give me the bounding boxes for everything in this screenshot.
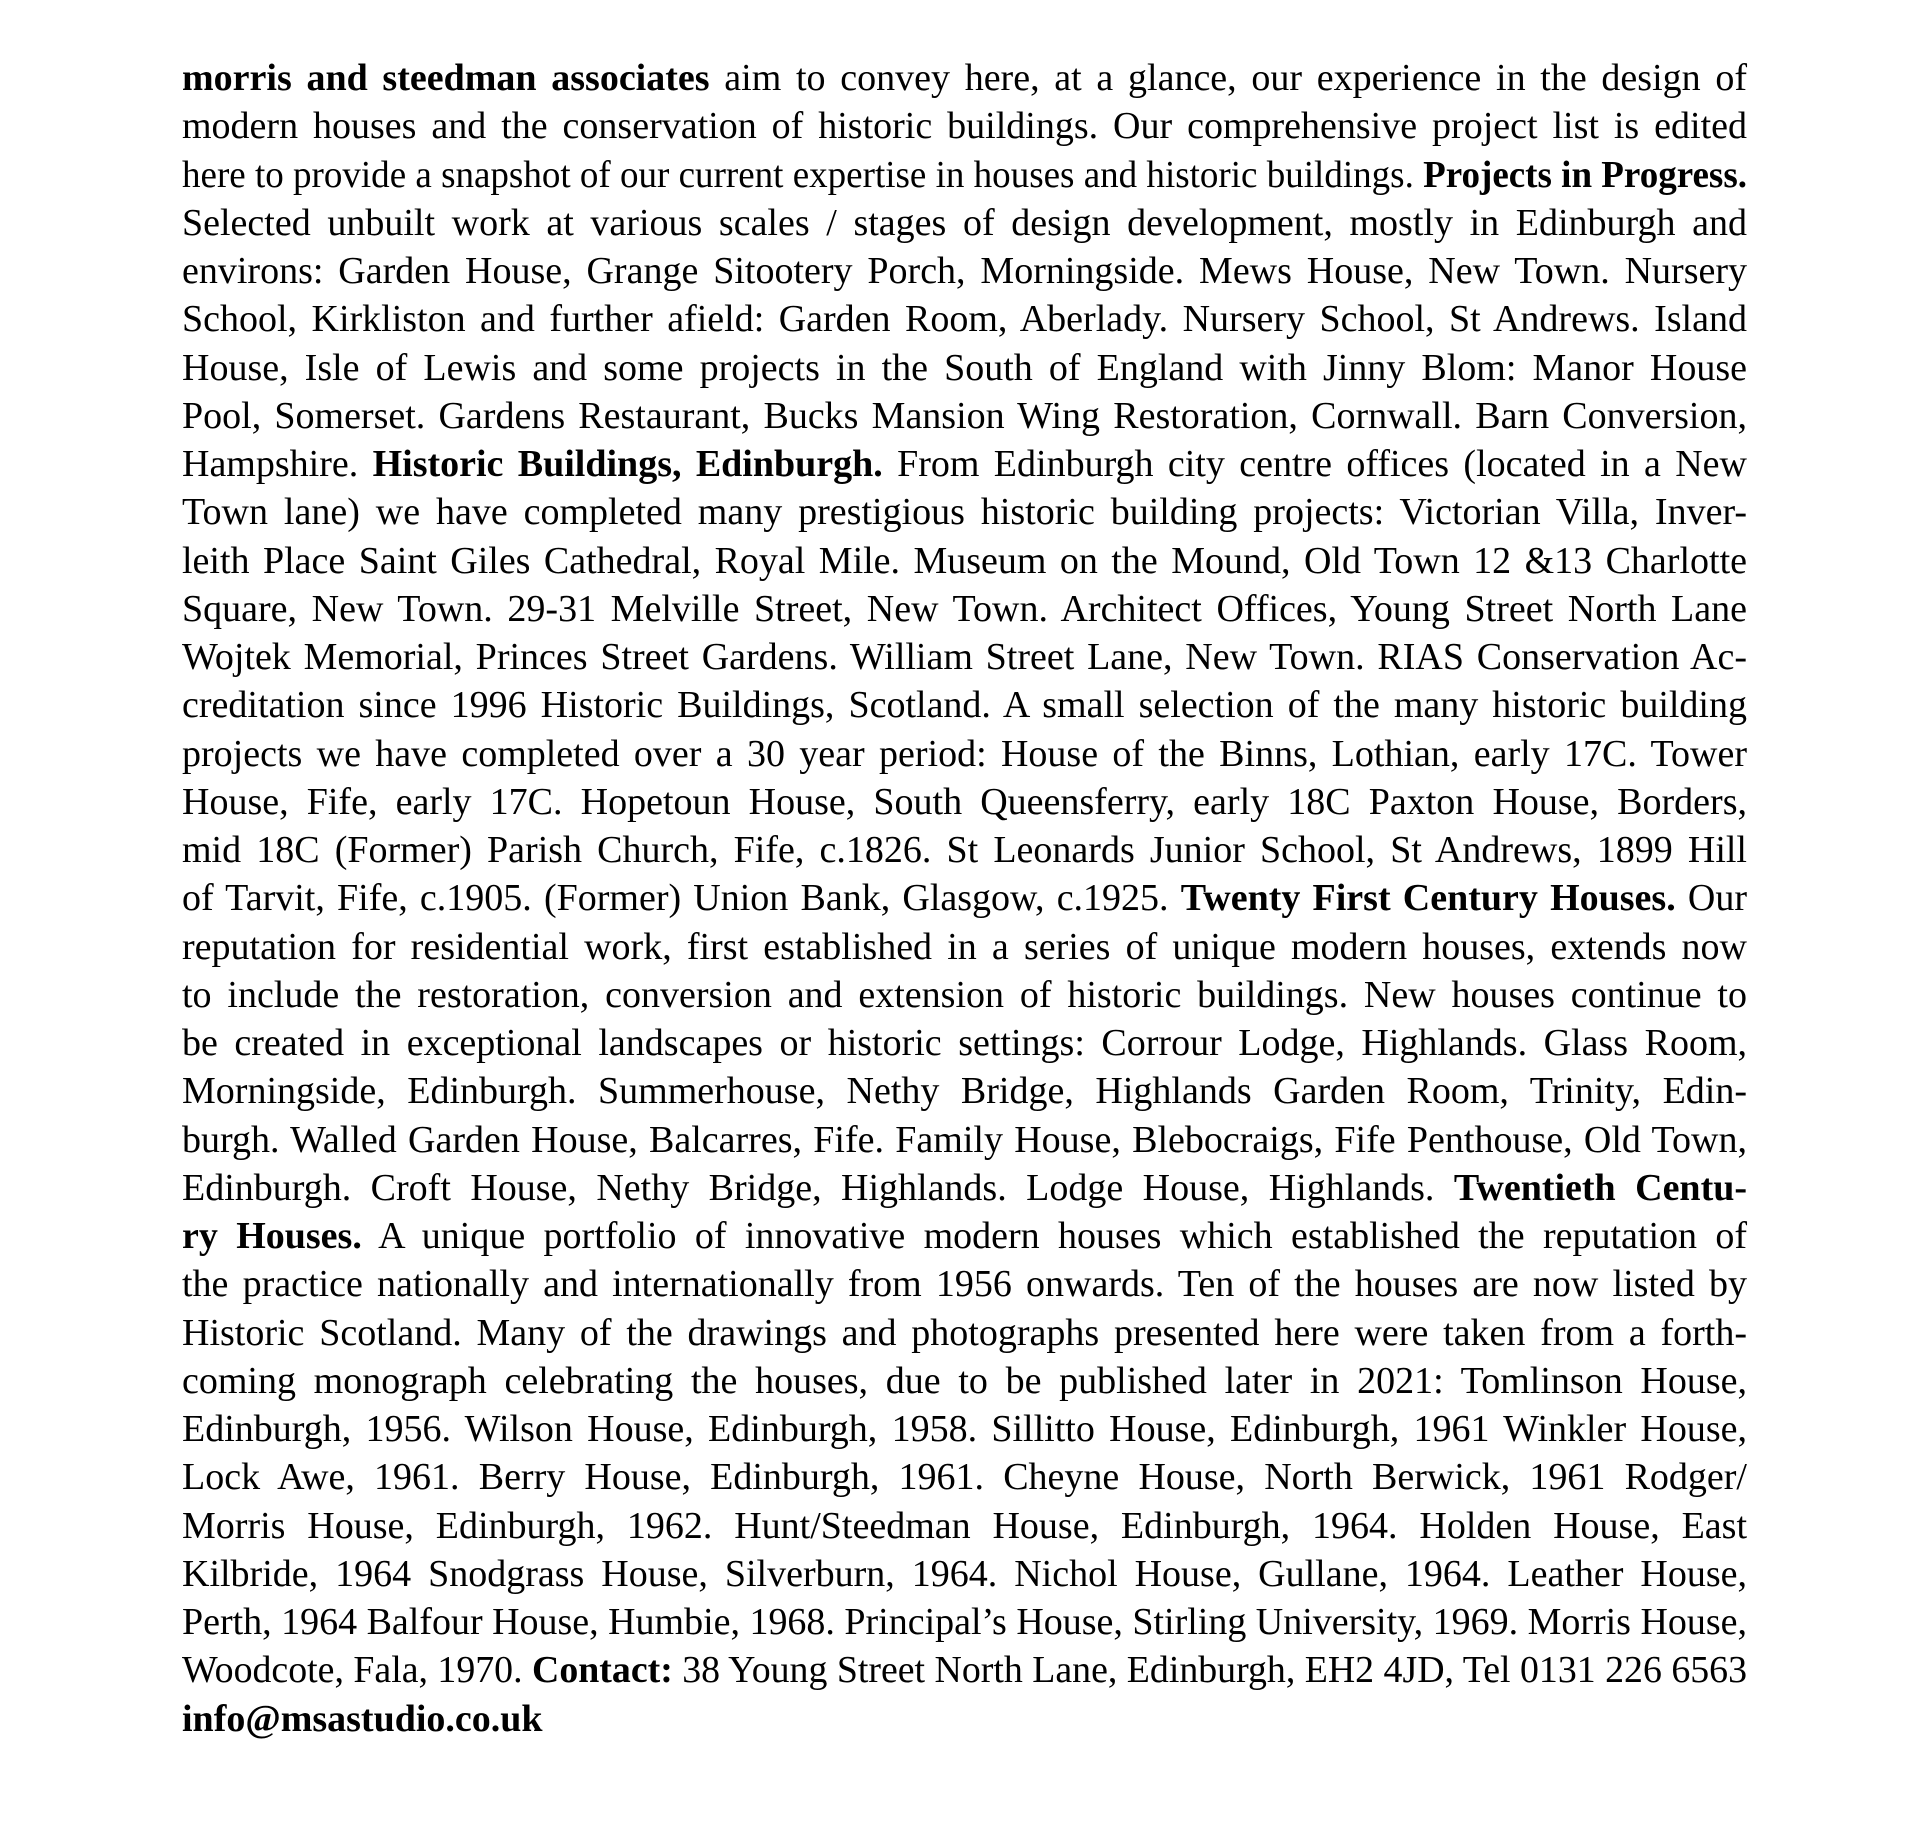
- bold-text-segment: Historic Buildings, Edinburgh.: [372, 443, 883, 485]
- text-line-content: [182, 633, 1747, 681]
- bold-text-segment: Twentieth Centu-: [1453, 1166, 1748, 1209]
- bold-text-segment: ry Houses.: [182, 1215, 362, 1257]
- text-segment: Square, New Town. 29-31 Melville Street, New Town. Architect Offices, Young Street North Lane: [182, 587, 1747, 630]
- text-line: [182, 1212, 1747, 1260]
- text-segment: Hampshire.: [182, 443, 373, 485]
- text-line-content: [182, 1357, 1747, 1405]
- text-segment: environs: Garden House, Grange Sitootery Porch, Morningside. Mews House, New Town. Nursery: [182, 250, 1747, 292]
- text-line: [182, 826, 1747, 874]
- text-segment: From Edinburgh city centre offices (located in a New: [882, 443, 1747, 485]
- text-line-content: [182, 826, 1747, 874]
- text-line: [182, 1116, 1747, 1164]
- text-segment: leith Place Saint Giles Cathedral, Royal Mile. Museum on the Mound, Old Town 12 &13 Charlotte: [182, 539, 1747, 582]
- text-line: [182, 778, 1747, 826]
- text-line: [182, 392, 1747, 440]
- text-line-content: [182, 54, 1747, 102]
- bold-text-segment: info@msastudio.co.uk: [182, 1697, 543, 1740]
- text-segment: Pool, Somerset. Gardens Restaurant, Bucks Mansion Wing Restoration, Cornwall. Barn Conversion,: [182, 394, 1747, 437]
- text-line-content: [182, 923, 1747, 971]
- text-segment: Morris House, Edinburgh, 1962. Hunt/Steedman House, Edinburgh, 1964. Holden House, East: [182, 1504, 1747, 1547]
- text-line-content: [182, 392, 1747, 440]
- text-line: [182, 1502, 1747, 1550]
- text-segment: projects we have completed over a 30 year period: House of the Binns, Lothian, early 17C. Tower: [182, 732, 1747, 775]
- text-segment: A unique portfolio of innovative modern houses which established the reputation of: [361, 1215, 1747, 1257]
- text-line: [182, 54, 1747, 102]
- text-line-content: [182, 1598, 1747, 1646]
- text-line: [182, 971, 1747, 1019]
- text-segment: Wojtek Memorial, Princes Street Gardens. William Street Lane, New Town. RIAS Conservation Ac-: [182, 636, 1747, 678]
- text-line: [182, 1019, 1747, 1067]
- text-segment: House, Isle of Lewis and some projects in the South of England with Jinny Blom: Manor House: [182, 346, 1747, 389]
- text-line: [182, 1164, 1747, 1212]
- text-line-content: [182, 585, 1747, 633]
- text-line: [182, 1453, 1747, 1501]
- text-line-content: [182, 1405, 1747, 1453]
- text-line: [182, 585, 1747, 633]
- text-line-content: [182, 1164, 1747, 1212]
- text-line-content: [182, 488, 1747, 536]
- text-line: [182, 1260, 1747, 1308]
- text-segment: mid 18C (Former) Parish Church, Fife, c.1826. St Leonards Junior School, St Andrews, 1899 Hill: [182, 829, 1747, 871]
- bold-text-segment: morris and steedman associates: [182, 57, 710, 99]
- text-segment: School, Kirkliston and further afield: Garden Room, Aberlady. Nursery School, St Andrews. Island: [182, 298, 1747, 341]
- text-line: [182, 1309, 1747, 1357]
- text-line-content: [182, 1116, 1747, 1164]
- text-line: [182, 1067, 1747, 1115]
- text-line-content: [182, 344, 1747, 392]
- text-line: [182, 344, 1747, 392]
- text-segment: Edinburgh. Croft House, Nethy Bridge, Highlands. Lodge House, Highlands.: [182, 1166, 1454, 1209]
- text-segment: to include the restoration, conversion and extension of historic buildings. New houses continue to: [182, 973, 1747, 1016]
- text-line: [182, 923, 1747, 971]
- text-segment: 38 Young Street North Lane, Edinburgh, EH2 4JD, Tel 0131 226 6563: [672, 1649, 1747, 1692]
- text-segment: Our: [1675, 877, 1747, 920]
- text-segment: creditation since 1996 Historic Buildings, Scotland. A small selection of the many historic building: [182, 684, 1747, 727]
- text-line-content: [182, 151, 1747, 199]
- text-segment: Town lane) we have completed many prestigious historic building projects: Victorian Villa, Inver-: [182, 491, 1747, 534]
- text-line: [182, 730, 1747, 778]
- text-segment: Woodcote, Fala, 1970.: [182, 1649, 533, 1692]
- text-segment: Edinburgh, 1956. Wilson House, Edinburgh, 1958. Sillitto House, Edinburgh, 1961 Winkler House,: [182, 1408, 1747, 1450]
- text-segment: House, Fife, early 17C. Hopetoun House, South Queensferry, early 18C Paxton House, Borders,: [182, 780, 1747, 823]
- text-line-content: [182, 1453, 1747, 1501]
- text-line: [182, 1695, 1747, 1743]
- bold-text-segment: Projects in Progress.: [1423, 153, 1747, 196]
- text-segment: Kilbride, 1964 Snodgrass House, Silverburn, 1964. Nichol House, Gullane, 1964. Leather House,: [182, 1552, 1747, 1595]
- text-line-content: [182, 1212, 1747, 1260]
- text-line-content: [182, 1550, 1747, 1598]
- text-segment: Selected unbuilt work at various scales / stages of design development, mostly in Edinburgh and: [182, 201, 1747, 244]
- text-line: [182, 681, 1747, 729]
- text-segment: modern houses and the conservation of historic buildings. Our comprehensive project list is edited: [182, 105, 1747, 148]
- text-segment: be created in exceptional landscapes or historic settings: Corrour Lodge, Highlands. Glass Room,: [182, 1022, 1747, 1064]
- text-line-content: [182, 440, 1747, 488]
- text-segment: Perth, 1964 Balfour House, Humbie, 1968. Principal’s House, Stirling University, 1969. Morris House,: [182, 1601, 1747, 1643]
- text-line: [182, 488, 1747, 536]
- text-line-content: [182, 681, 1747, 729]
- text-line: [182, 102, 1747, 150]
- text-line-content: [182, 730, 1747, 778]
- text-segment: Lock Awe, 1961. Berry House, Edinburgh, 1961. Cheyne House, North Berwick, 1961 Rodger/: [182, 1456, 1747, 1499]
- text-segment: the practice nationally and internationally from 1956 onwards. Ten of the houses are now listed by: [182, 1263, 1747, 1306]
- text-segment: burgh. Walled Garden House, Balcarres, Fife. Family House, Blebocraigs, Fife Penthouse, Old Town,: [182, 1118, 1747, 1161]
- text-line: [182, 537, 1747, 585]
- text-line-content: [182, 1309, 1747, 1357]
- text-line-content: [182, 199, 1747, 247]
- text-segment: Historic Scotland. Many of the drawings and photographs presented here were taken from a forth-: [182, 1311, 1747, 1354]
- text-line-content: [182, 778, 1747, 826]
- document-text-block: [182, 54, 1747, 1743]
- text-line-content: [182, 1019, 1747, 1067]
- text-line: [182, 1646, 1747, 1694]
- bold-text-segment: Contact:: [532, 1649, 673, 1692]
- text-line: [182, 1405, 1747, 1453]
- text-line: [182, 1357, 1747, 1405]
- text-segment: reputation for residential work, first established in a series of unique modern houses, extends now: [182, 925, 1747, 968]
- text-segment: of Tarvit, Fife, c.1905. (Former) Union Bank, Glasgow, c.1925.: [182, 877, 1181, 920]
- text-line: [182, 1550, 1747, 1598]
- text-line-content: [182, 1502, 1747, 1550]
- text-segment: coming monograph celebrating the houses, due to be published later in 2021: Tomlinson House,: [182, 1359, 1747, 1402]
- text-line: [182, 247, 1747, 295]
- text-line-content: [182, 1646, 1747, 1694]
- text-line: [182, 1598, 1747, 1646]
- text-line-content: [182, 537, 1747, 585]
- text-line: [182, 440, 1747, 488]
- text-segment: aim to convey here, at a glance, our experience in the design of: [709, 57, 1748, 99]
- text-line-content: [182, 1260, 1747, 1308]
- text-line-content: [182, 102, 1747, 150]
- text-line: [182, 199, 1747, 247]
- text-line: [182, 633, 1747, 681]
- text-line-content: [182, 971, 1747, 1019]
- text-line-content: [182, 1695, 543, 1743]
- bold-text-segment: Twenty First Century Houses.: [1180, 877, 1676, 920]
- text-line: [182, 151, 1747, 199]
- text-line: [182, 295, 1747, 343]
- text-segment: here to provide a snapshot of our current expertise in houses and historic buildings.: [182, 153, 1424, 196]
- text-line-content: [182, 247, 1747, 295]
- text-segment: Morningside, Edinburgh. Summerhouse, Nethy Bridge, Highlands Garden Room, Trinity, Edin-: [182, 1070, 1747, 1113]
- text-line-content: [182, 874, 1747, 922]
- text-line: [182, 874, 1747, 922]
- text-line-content: [182, 1067, 1747, 1115]
- text-line-content: [182, 295, 1747, 343]
